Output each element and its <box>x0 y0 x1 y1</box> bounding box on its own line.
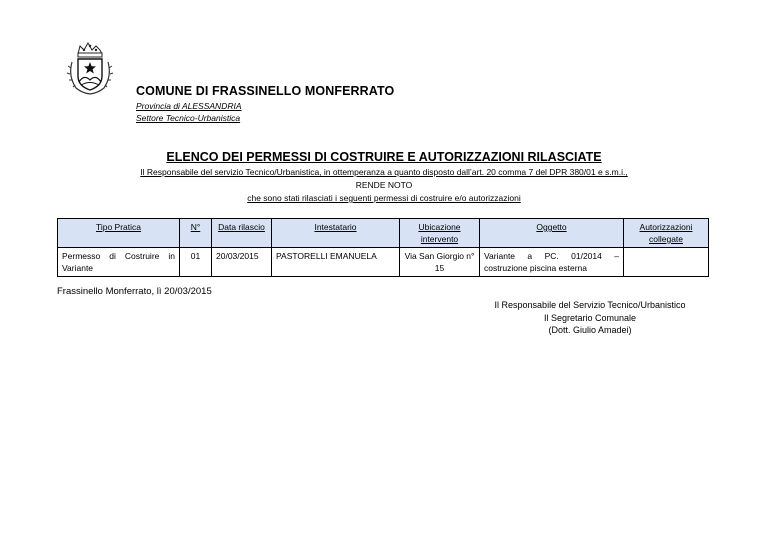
comune-name: COMUNE DI FRASSINELLO MONFERRATO <box>136 84 395 98</box>
municipal-crest-icon <box>64 40 116 96</box>
signature-line-2: Il Segretario Comunale <box>543 312 637 323</box>
table-header-row <box>58 219 709 248</box>
column-header: Autorizzazioni collegate <box>624 219 709 248</box>
intro-text <box>0 166 768 205</box>
permits-table <box>57 218 709 277</box>
signature-block <box>440 299 740 337</box>
document-title: ELENCO DEI PERMESSI DI COSTRUIRE E AUTORIZZAZIONI RILASCIATE <box>166 150 602 164</box>
cell-autorizzazioni <box>624 248 709 277</box>
signature-line-3: (Dott. Giulio Amadei) <box>548 325 632 335</box>
signature-line-1: Il Responsabile del Servizio Tecnico/Urbanistico <box>494 300 686 310</box>
column-header: N° <box>180 219 212 248</box>
place-date: Frassinello Monferrato, lì 20/03/2015 <box>57 286 212 297</box>
column-header: Oggetto <box>480 219 624 248</box>
settore-label: Settore Tecnico-Urbanistica <box>136 113 241 123</box>
column-header: Tipo Pratica <box>58 219 180 248</box>
column-header: Intestatario <box>272 219 400 248</box>
intro-line-2: RENDE NOTO <box>355 180 413 190</box>
cell-numero: 01 <box>180 248 212 277</box>
column-header: Ubicazione intervento <box>400 219 480 248</box>
header <box>136 84 394 123</box>
cell-tipo: Permesso di Costruire in Variante <box>58 248 180 277</box>
intro-line-1: Il Responsabile del servizio Tecnico/Urbanistica, in ottemperanza a quanto disposto dall’art. 20 comma 7 del DPR 380/01 e s.m.i., <box>140 167 628 177</box>
cell-intestatario: PASTORELLI EMANUELA <box>272 248 400 277</box>
cell-ubicazione: Via San Giorgio n° 15 <box>400 248 480 277</box>
cell-data: 20/03/2015 <box>212 248 272 277</box>
table-row <box>58 248 709 277</box>
cell-oggetto: Variante a PC. 01/2014 – costruzione piscina esterna <box>480 248 624 277</box>
column-header: Data rilascio <box>212 219 272 248</box>
provincia-label: Provincia di ALESSANDRIA <box>136 101 242 111</box>
intro-line-3: che sono stati rilasciati i seguenti permessi di costruire e/o autorizzazioni <box>247 193 521 203</box>
